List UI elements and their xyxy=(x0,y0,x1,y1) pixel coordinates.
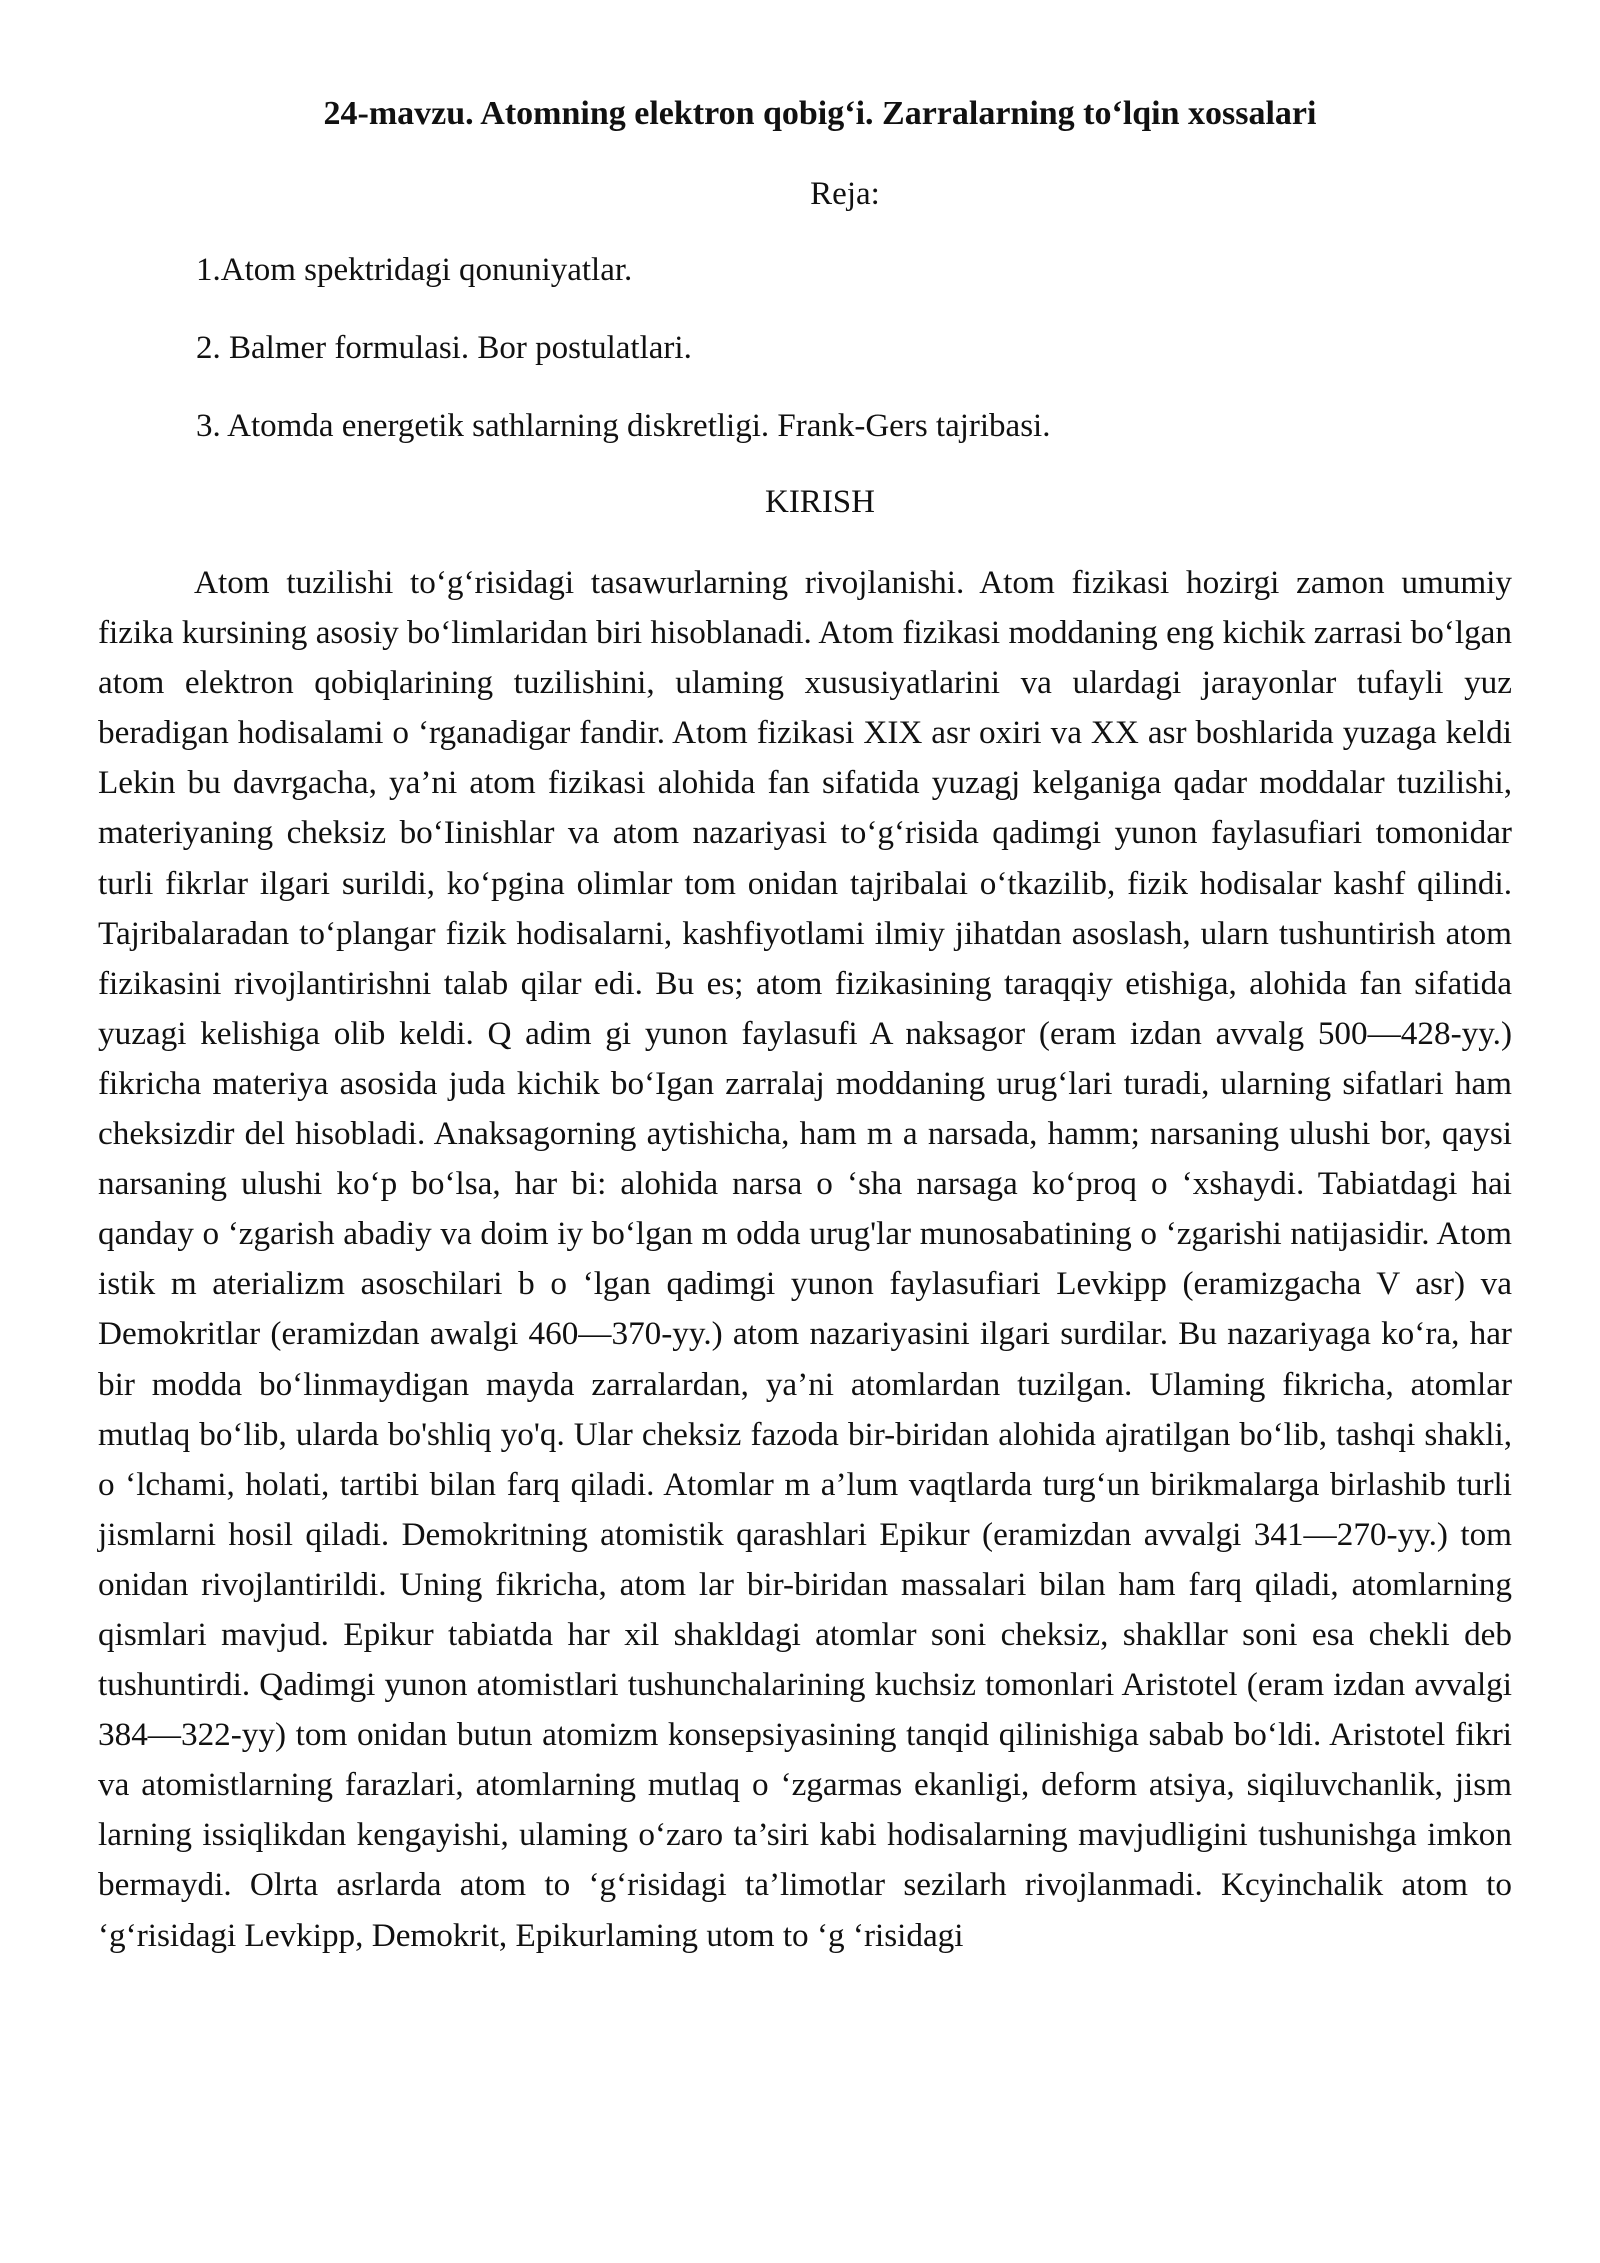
document-title: 24-mavzu. Atomning elektron qobig‘i. Zarralarning to‘lqin xossalari xyxy=(323,95,1317,132)
plan-label: Reja: xyxy=(810,176,880,212)
plan-item: 3. Atomda energetik sathlarning diskretligi. Frank-Gers tajribasi. xyxy=(196,408,1051,444)
section-heading: KIRISH xyxy=(764,484,875,520)
plan-item: 2. Balmer formulasi. Bor postulatlari. xyxy=(196,330,692,366)
body-paragraph: Atom tuzilishi to‘g‘risidagi tasawurlarning rivojlanishi. Atom fizikasi hozirgi zamon umumiy fizika kursining asosiy bo‘limlaridan biri hisoblanadi. Atom fizikasi moddaning eng kichik zarrasi bo‘lgan atom elektron qobiqlarining tuzilishini, ulaming xususiyatlarini va ulardagi jarayonlar tufayli yuz beradigan hodisalami o ‘rganadigar fandir. Atom fizikasi XIX asr oxiri va XX asr boshlarida yuzaga keldi Lekin bu davrgacha, ya’ni atom fizikasi alohida fan sifatida yuzagj kelganiga qadar moddalar tuzilishi, materiyaning cheksiz bo‘Iinishlar va atom nazariyasi to‘g‘risida qadimgi yunon faylasufiari tomonidar turli fikrlar ilgari surildi, ko‘pgina olimlar tom onidan tajribalai o‘tkazilib, fizik hodisalar kashf qilindi. Tajribalaradan to‘plangar fizik hodisalarni, kashfiyotlami ilmiy jihatdan asoslash, ularn tushuntirish atom fizikasini rivojlantirishni talab qilar edi. Bu es; atom fizikasining taraqqiy etishiga, alohida fan sifatida yuzagi kelishiga olib keldi. Q adim gi yunon faylasufi A naksagor (eram izdan avvalg 500—428-yy.) fikricha materiya asosida juda kichik bo‘Igan zarralaj moddaning urug‘lari turadi, ularning sifatlari ham cheksizdir del hisobladi. Anaksagorning aytishicha, ham m a narsada, hamm; narsaning ulushi bor, qaysi narsaning ulushi ko‘p bo‘lsa, har bi: alohida narsa o ‘sha narsaga ko‘proq o ‘xshaydi. Tabiatdagi hai qanday o ‘zgarish abadiy va doim iy bo‘lgan m odda urug'lar munosabatining o ‘zgarishi natijasidir. Atom istik m aterializm asoschilari b o ‘lgan qadimgi yunon faylasufiari Levkipp (eramizgacha V asr) va Demokritlar (eramizdan awalgi 460—370-yy.) atom nazariyasini ilgari surdilar. Bu nazariyaga ko‘ra, har bir modda bo‘linmaydigan mayda zarralardan, ya’ni atomlardan tuzilgan. Ulaming fikricha, atomlar mutlaq bo‘lib, ularda bo'shliq yo'q. Ular cheksiz fazoda bir-biridan alohida ajratilgan bo‘lib, tashqi shakli, o ‘lchami, holati, tartibi bilan farq qiladi. Atomlar m a’lum vaqtlarda turg‘un birikmalarga birlashib turli jismlarni hosil qiladi. Demokritning atomistik qarashlari Epikur (eramizdan avvalgi 341—270-yy.) tom onidan rivojlantirildi. Uning fikricha, atom lar bir-biridan massalari bilan ham farq qiladi, atomlarning qismlari mavjud. Epikur tabiatda har xil shakldagi atomlar soni cheksiz, shakllar soni esa chekli deb tushuntirdi. Qadimgi yunon atomistlari tushunchalarining kuchsiz tomonlari Aristotel (eram izdan avvalgi 384—322-yy) tom onidan butun atomizm konsepsiyasining tanqid qilinishiga sabab bo‘ldi. Aristotel fikri va atomistlarning farazlari, atomlarning mutlaq o ‘zgarmas ekanligi, deform atsiya, siqiluvchanlik, jism larning issiqlikdan kengayishi, ulaming o‘zaro ta’siri kabi hodisalarning mavjudligini tushunishga imkon bermaydi. Olrta asrlarda atom to ‘g‘risidagi ta’limotlar sezilarh rivojlanmadi. Kcyinchalik atom to ‘g‘risidagi Levkipp, Demokrit, Epikurlaming utom to ‘g ‘risidagi xyxy=(98,564,1512,1954)
plan-item: 1.Atom spektridagi qonuniyatlar. xyxy=(196,252,633,288)
